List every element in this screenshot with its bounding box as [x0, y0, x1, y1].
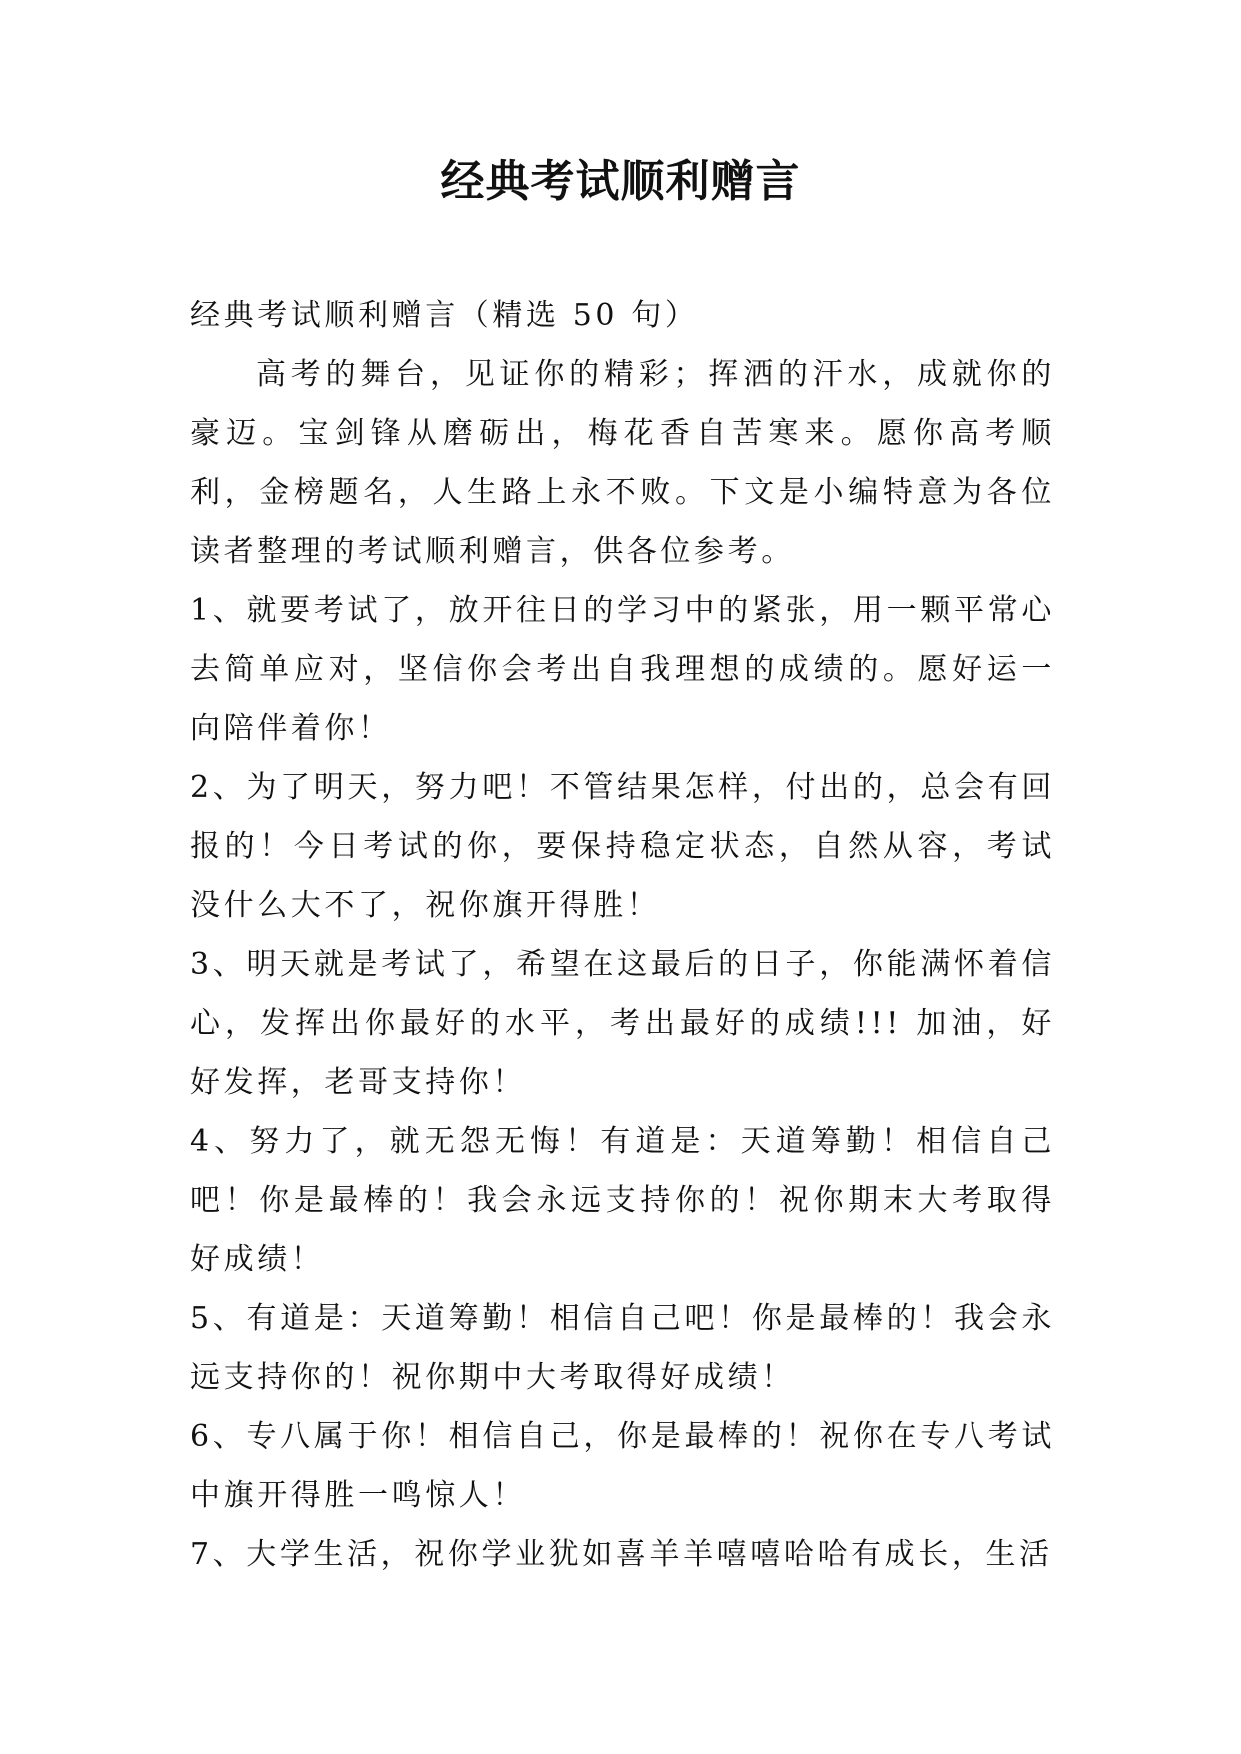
document-body — [190, 286, 1055, 1584]
list-item: 5、有道是：天道筹勤！相信自己吧！你是最棒的！我会永远支持你的！祝你期中大考取得好成绩！ — [190, 1301, 1055, 1395]
document-subtitle: 经典考试顺利赠言（精选 50 句） — [190, 298, 699, 333]
list-item: 4、努力了，就无怨无悔！有道是：天道筹勤！相信自己吧！你是最棒的！我会永远支持你的！祝你期末大考取得好成绩！ — [190, 1124, 1055, 1277]
list-item: 3、明天就是考试了，希望在这最后的日子，你能满怀着信心，发挥出你最好的水平，考出最好的成绩!!! 加油，好好发挥，老哥支持你！ — [190, 947, 1055, 1100]
list-item: 6、专八属于你！相信自己，你是最棒的！祝你在专八考试中旗开得胜一鸣惊人！ — [190, 1419, 1055, 1513]
list-item: 1、就要考试了，放开往日的学习中的紧张，用一颗平常心去简单应对，坚信你会考出自我理想的成绩的。愿好运一向陪伴着你！ — [190, 593, 1055, 746]
list-item: 7、大学生活，祝你学业犹如喜羊羊嘻嘻哈哈有成长，生活 — [190, 1537, 1053, 1572]
intro-paragraph: 高考的舞台，见证你的精彩；挥洒的汗水，成就你的豪迈。宝剑锋从磨砺出，梅花香自苦寒来。愿你高考顺利，金榜题名，人生路上永不败。下文是小编特意为各位读者整理的考试顺利赠言，供各位参考。 — [190, 357, 1055, 569]
document-title: 经典考试顺利赠言 — [440, 156, 801, 207]
list-item: 2、为了明天，努力吧！不管结果怎样，付出的，总会有回报的！今日考试的你，要保持稳定状态，自然从容，考试没什么大不了，祝你旗开得胜！ — [190, 770, 1055, 923]
